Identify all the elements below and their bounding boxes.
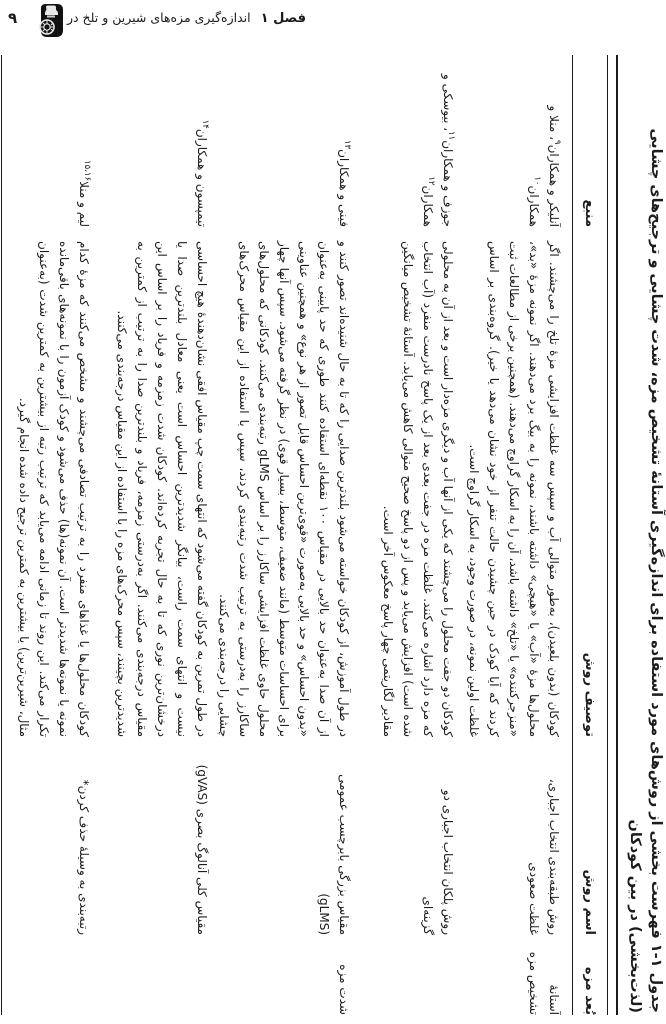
cell-method-description: کودکان (بدون بلعیدن)، به‌طور متوالی آب و سپس سه غلظت افزایشی مزهٔ تلخ را می‌چشند. اگر محلول‌ها مزهٔ «آب» یا «هیچی» داشته باشند، نمونه را به بیگ برد می‌دهند. اگر نمونه مزهٔ «بد»، «منزجرکننده» یا «تلخ» داشته باشد، آن را به اسکار گراوچ می‌دهند. (همچنین برخی از مطالعات ثبت کردند که آیا کودک در حین چشیدن حالت تنفر از خود نشان می‌دهد یا خیر). گروه‌بندی بر اساس غلظت اولین نمونه، در صورت وجود، به اسکار گراوچ است. — [467, 241, 561, 737]
cell-method-name: رتبه‌بندی به وسیلهٔ حذف کردن* — [77, 779, 91, 935]
page-number: ۹ — [8, 9, 18, 27]
cell-method-name: روش پلکان انتخاب اجباری دو گزینه‌ای — [421, 789, 455, 935]
source-text: ، بیوسکی و همکاران — [421, 73, 455, 227]
source-text: آنلیکر و همکاران — [547, 144, 561, 227]
cell-method-description: کودکان دو جفت محلول را می‌چشند که یکی از آنها آب و دیگری مزه‌دار است و بعد از آن به محلولی که مزه دارد اشاره می‌کنند. غلظت مزه در جفت بعدی بعد از یک پاسخ نادرست منفرد (آب انتخاب شده است) افزایش می‌یابد و پس از دو پاسخ صحیح متوالی کاهش می‌یابد. آستانهٔ تشخیص میانگین مقادیر لگاریتمی چهار پاسخ معکوس آخر است. — [381, 241, 455, 737]
cell-taste-dimension: شدت مزه — [337, 964, 351, 1015]
running-title: اندازه‌گیری مزه‌های شیرین و تلخ در ... — [51, 10, 251, 25]
cell-source — [334, 59, 354, 227]
source-ref: ۱۲ — [426, 176, 436, 186]
source-ref: ۱۵،۱۶ — [82, 160, 92, 182]
header-method-description: توصیف روش — [582, 652, 597, 737]
header-method-name: اسم روش — [582, 869, 597, 935]
rotated-table-block — [0, 55, 666, 1015]
table-row — [4, 55, 94, 1015]
cell-method-description: در طول آموزش، از کودکان خواسته می‌شود بلندترین صدایی را که تا به حال شنیده‌اند تصور کنند و از آن صدا به‌عنوان حد بالایی در مقیاس ۱۰۰ نقطه‌ای استفاده کنند طوری که حد پایینی به‌عنوان «بدون احساس» و حد بالایی به‌صورت «قوی‌ترین احساس قابل تصور از هر نوع» و همچنین عناوینی برای احساسات متوسط (مانند ضعیف، متوسط، بسیار قوی) در نظر گرفته می‌شود. سپس آنها چهار محلول حاوی غلظت افزایشی ساکارز را بر اساس gLMS رتبه‌بندی می‌کنند. کودکانی که محلول‌های ساکارز را به‌درستی به ترتیب شدت رتبه‌بندی کردند، سپس با استفاده از این مقیاس محرک‌های چشایی را درجه‌بندی می‌کنند. — [217, 241, 351, 738]
source-ref: ۱۴ — [200, 119, 210, 129]
table-top-double-rule — [607, 55, 618, 1015]
source-ref: ۱۰ — [532, 176, 542, 186]
source-text: جوزف و همکاران — [441, 140, 455, 227]
running-head — [51, 10, 306, 26]
cell-taste-dimension: آستانهٔ تشخیص مزه — [527, 951, 561, 1015]
cell-source — [418, 59, 458, 227]
cell-source — [524, 59, 564, 227]
table-row — [94, 55, 212, 1015]
source-text: تیمپسون و همکاران — [195, 128, 209, 227]
source-text: ، منلا و همکاران — [527, 105, 561, 227]
cell-source — [74, 59, 94, 227]
cell-method-name: روش طبقه‌بندی انتخاب اجباری، غلظت صعودی — [527, 778, 561, 935]
chapter-label: فصل ۱ — [260, 11, 306, 26]
header-source: منبع — [582, 199, 597, 227]
source-ref: ۹ — [552, 139, 562, 145]
table-header-row — [573, 55, 607, 1015]
cell-method-name: مقیاس کلی آنالوگ بصری (gVAS) — [195, 764, 209, 935]
header-separator-rule — [572, 55, 573, 1015]
header-taste-dimension: بُعد مزه — [582, 966, 597, 1015]
cell-method-name: مقیاس بزرگی بابرچسب عمومی (gLMS) — [317, 774, 351, 935]
cell-method-description: در طول تمرین به کودکان گفته می‌شود که انتهای سمت چپ مقیاس افقی نشان‌دهندهٔ هیچ احساسی نیست و انتهای سمت راست، بیانگر شدیدترین احساس است یعنی معادل بلندترین صدا یا درخشان‌ترین نوری که تا به حال تجربه کرده‌اند. کودکان شدت زمزمه و فریاد را بر اساس این مقیاس درجه‌بندی می‌کنند. اگر به‌درستی زمزمه، فریاد و بلندترین صدا را به ترتیب از کمترین به شدیدترین بچینند، سپس محرک‌های مزه را با استفاده از این مقیاس درجه‌بندی می‌کنند. — [115, 241, 209, 737]
source-text: لیم و منلا — [77, 181, 91, 227]
table-title: جدول ۱-۱ فهرست بخشی از روش‌های مورد استفاده برای اندازه‌گیری آستانهٔ تشخیص مزه، شدت چشایی و ترجیح‌های چشایی (لذت‌بخشی) در بین کودکان — [627, 128, 664, 1013]
source-ref: ۱۱ — [446, 131, 456, 141]
table-row — [212, 55, 354, 1015]
page-header — [0, 0, 666, 54]
cell-method-description: کودکان محلول‌ها یا غذاهای منفرد را به ترتیب تصادفی می‌چشند و مشخص می‌کنند که مزهٔ کدام نمونه یا نمونه‌ها شدیدتر است. آن نمونه(ها) حذف می‌شود و کودک آزمون را با نمونه‌های باقی‌مانده تکرار می‌کند. این روند تا زمانی ادامه می‌یابد که ترتیب رتبه از بیشترین به کمترین شدت (به‌عنوان مثال، شیرین‌ترین) یا بیشترین به کمترین ترجیح داده شده انجام گیرد. — [17, 241, 91, 737]
table-row — [458, 55, 572, 1015]
table-bottom-rule — [1, 55, 2, 1015]
cell-source — [192, 59, 212, 227]
table-row — [354, 55, 458, 1015]
source-ref: ۱۳ — [342, 139, 352, 150]
source-text: فینی و همکاران — [337, 149, 351, 227]
